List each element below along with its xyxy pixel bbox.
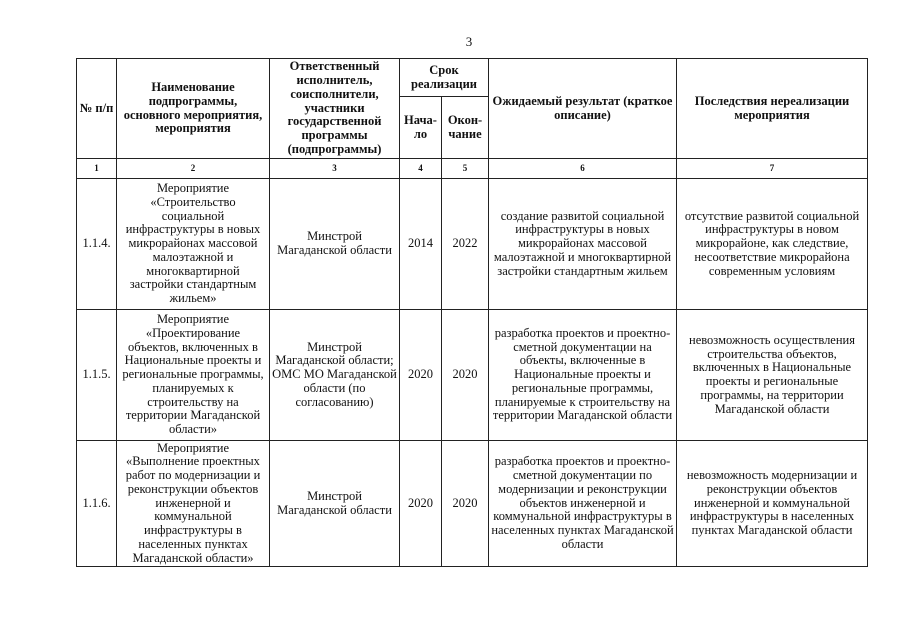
header-num: № п/п bbox=[77, 59, 117, 159]
end-year: 2020 bbox=[442, 310, 489, 441]
header-consequence: Последствия нереализации мероприятия bbox=[677, 59, 868, 159]
row-number: 1.1.5. bbox=[77, 310, 117, 441]
column-number: 5 bbox=[442, 159, 489, 179]
row-number: 1.1.4. bbox=[77, 179, 117, 310]
expected-result: разработка проектов и проектно-сметной документации на объекты, включенные в Национальные проекты и региональные программы, планируемые к строительству на территории Магаданской области bbox=[489, 310, 677, 441]
table-row bbox=[77, 179, 868, 310]
executor: Минстрой Магаданской области bbox=[270, 441, 400, 567]
expected-result: создание развитой социальной инфраструктуры в новых микрорайонах массовой малоэтажной и многоквартирной застройки стандартным жильем bbox=[489, 179, 677, 310]
header-row bbox=[77, 59, 868, 97]
table-row bbox=[77, 441, 868, 567]
consequence: невозможность осуществления строительства объектов, включенных в Национальные проекты и региональные программы, на территории Магаданской области bbox=[677, 310, 868, 441]
table-row bbox=[77, 310, 868, 441]
header-end: Окон-чание bbox=[442, 97, 489, 159]
consequence: невозможность модернизации и реконструкции объектов инженерной и коммунальной инфраструктуры в населенных пунктах Магаданской области bbox=[677, 441, 868, 567]
program-activities-table bbox=[76, 58, 868, 567]
end-year: 2020 bbox=[442, 441, 489, 567]
column-number: 1 bbox=[77, 159, 117, 179]
page-number: 3 bbox=[465, 34, 473, 49]
consequence: отсутствие развитой социальной инфраструктуры в новом микрорайоне, как следствие, несоответствие микрорайона современным условиям bbox=[677, 179, 868, 310]
column-number: 4 bbox=[400, 159, 442, 179]
column-number: 6 bbox=[489, 159, 677, 179]
executor: Минстрой Магаданской области; ОМС МО Магаданской области (по согласованию) bbox=[270, 310, 400, 441]
column-number-row bbox=[77, 159, 868, 179]
activity-name: Мероприятие «Проектирование объектов, включенных в Национальные проекты и региональные программы, планируемых к строительству на территории Магаданской области» bbox=[117, 310, 270, 441]
column-number: 7 bbox=[677, 159, 868, 179]
row-number: 1.1.6. bbox=[77, 441, 117, 567]
header-term: Срок реализации bbox=[400, 59, 489, 97]
executor: Минстрой Магаданской области bbox=[270, 179, 400, 310]
column-number: 2 bbox=[117, 159, 270, 179]
expected-result: разработка проектов и проектно-сметной документации по модернизации и реконструкции объектов инженерной и коммунальной инфраструктуры в населенных пунктах Магаданской области bbox=[489, 441, 677, 567]
start-year: 2020 bbox=[400, 310, 442, 441]
end-year: 2022 bbox=[442, 179, 489, 310]
header-executor: Ответственный исполнитель, соисполнители, участники государственной программы (подпрограммы) bbox=[270, 59, 400, 159]
header-name: Наименование подпрограммы, основного мероприятия, мероприятия bbox=[117, 59, 270, 159]
header-result: Ожидаемый результат (краткое описание) bbox=[489, 59, 677, 159]
start-year: 2020 bbox=[400, 441, 442, 567]
column-number: 3 bbox=[270, 159, 400, 179]
activity-name: Мероприятие «Строительство социальной инфраструктуры в новых микрорайонах массовой малоэтажной и многоквартирной застройки стандартным жильем» bbox=[117, 179, 270, 310]
start-year: 2014 bbox=[400, 179, 442, 310]
header-start: Нача-ло bbox=[400, 97, 442, 159]
activity-name: Мероприятие «Выполнение проектных работ по модернизации и реконструкции объектов инженерной и коммунальной инфраструктуры в населенных пунктах Магаданской области» bbox=[117, 441, 270, 567]
